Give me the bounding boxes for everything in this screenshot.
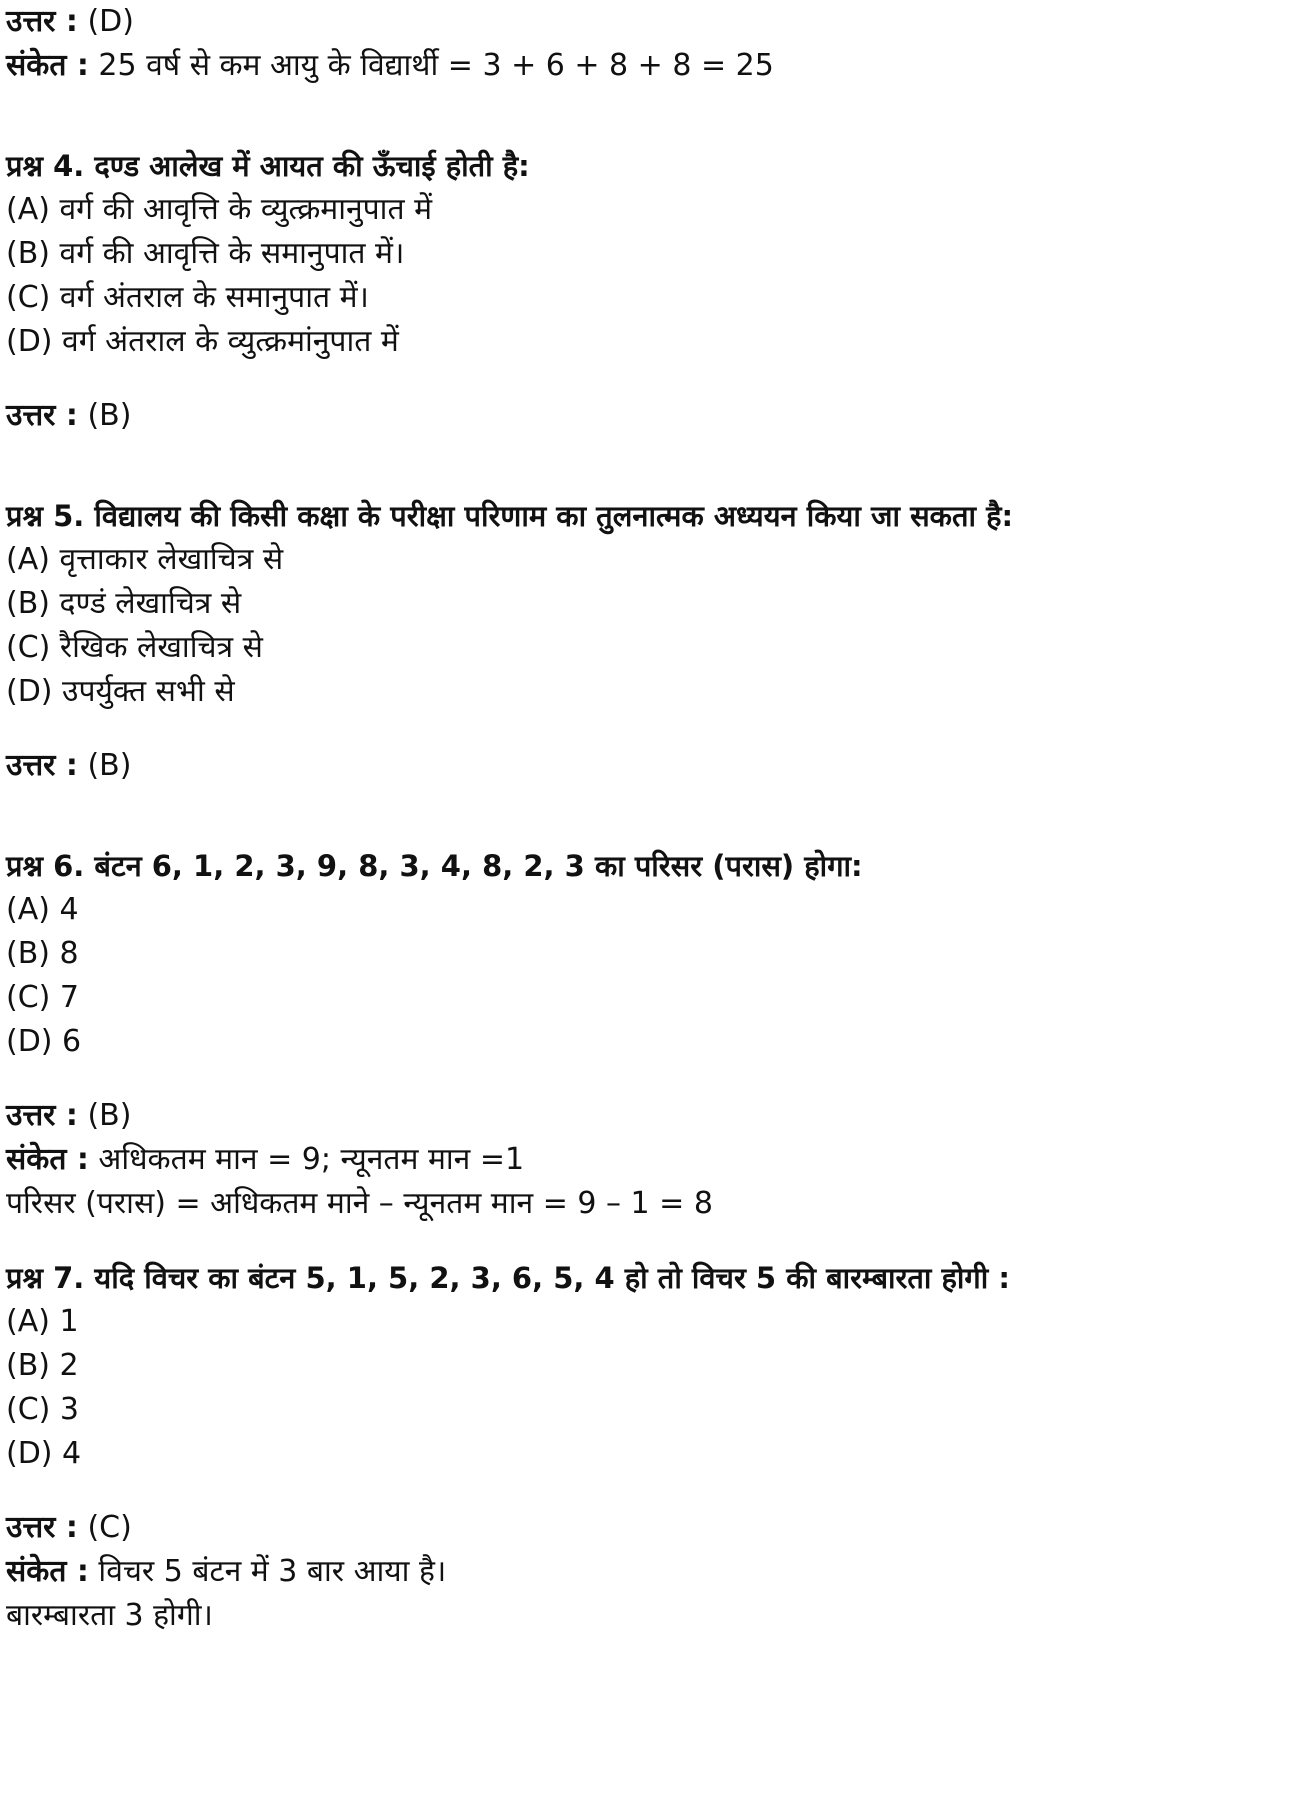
answer-label: उत्तर : — [6, 748, 78, 783]
question-7-explanation: बारम्बारता 3 होगी। — [6, 1598, 213, 1633]
question-6-option-d: (D) 6 — [6, 1024, 82, 1059]
answer-label: उत्तर : — [6, 1510, 78, 1545]
answer-value: (C) — [87, 1510, 132, 1545]
hint-label: संकेत : — [6, 1554, 89, 1589]
spacer — [6, 788, 1296, 844]
question-6-option-b: (B) 8 — [6, 936, 79, 971]
question-6-option-a: (A) 4 — [6, 892, 79, 927]
hint-line — [6, 44, 1296, 88]
answer-line — [6, 0, 1296, 44]
spacer — [6, 1064, 1296, 1094]
spacer — [6, 714, 1296, 744]
question-7-hint — [6, 1550, 1296, 1594]
question-7-option-d: (D) 4 — [6, 1436, 82, 1471]
question-6-title: प्रश्न 6. बंटन 6, 1, 2, 3, 9, 8, 3, 4, 8, 2, 3 का परिसर (परास) होगा: — [6, 849, 863, 883]
question-4-option-b: (B) वर्ग की आवृत्ति के समानुपात में। — [6, 236, 405, 271]
answer-label: उत्तर : — [6, 1098, 78, 1133]
question-5-option-b: (B) दण्डं लेखाचित्र से — [6, 586, 242, 621]
answer-label: उत्तर : — [6, 4, 78, 39]
question-7-option-b: (B) 2 — [6, 1348, 79, 1383]
question-4-option-c: (C) वर्ग अंतराल के समानुपात में। — [6, 280, 369, 315]
question-5-answer — [6, 744, 1296, 788]
answer-label: उत्तर : — [6, 398, 78, 433]
answer-value: (B) — [87, 398, 132, 433]
question-7-option-c: (C) 3 — [6, 1392, 79, 1427]
question-6-answer — [6, 1094, 1296, 1138]
question-7-option-a: (A) 1 — [6, 1304, 79, 1339]
question-6-hint — [6, 1138, 1296, 1182]
answer-value: (D) — [87, 4, 134, 39]
hint-label: संकेत : — [6, 1142, 89, 1177]
answer-value: (B) — [87, 748, 132, 783]
question-6-option-c: (C) 7 — [6, 980, 79, 1015]
question-5-option-a: (A) वृत्ताकार लेखाचित्र से — [6, 542, 284, 577]
question-4-option-a: (A) वर्ग की आवृत्ति के व्युत्क्रमानुपात में — [6, 192, 433, 227]
question-4-title: प्रश्न 4. दण्ड आलेख में आयत की ऊँचाई होती है: — [6, 149, 530, 183]
question-5-title: प्रश्न 5. विद्यालय की किसी कक्षा के परीक्षा परिणाम का तुलनात्मक अध्ययन किया जा सकता है: — [6, 499, 1014, 533]
question-7-title: प्रश्न 7. यदि विचर का बंटन 5, 1, 5, 2, 3, 6, 5, 4 हो तो विचर 5 की बारम्बारता होगी : — [6, 1261, 1010, 1295]
question-6-explanation: परिसर (परास) = अधिकतम माने – न्यूनतम मान = 9 – 1 = 8 — [6, 1186, 713, 1221]
hint-value: अधिकतम मान = 9; न्यूनतम मान =1 — [98, 1142, 525, 1177]
hint-label: संकेत : — [6, 48, 89, 83]
spacer — [6, 1476, 1296, 1506]
hint-value: 25 वर्ष से कम आयु के विद्यार्थी = 3 + 6 + 8 + 8 = 25 — [98, 48, 774, 83]
hint-value: विचर 5 बंटन में 3 बार आया है। — [98, 1554, 447, 1589]
question-4-answer — [6, 394, 1296, 438]
question-7-answer — [6, 1506, 1296, 1550]
question-5-option-d: (D) उपर्युक्त सभी से — [6, 674, 235, 709]
question-4-option-d: (D) वर्ग अंतराल के व्युत्क्रमांनुपात में — [6, 324, 399, 359]
document-page — [6, 0, 1296, 1638]
spacer — [6, 88, 1296, 144]
answer-value: (B) — [87, 1098, 132, 1133]
spacer — [6, 438, 1296, 494]
spacer — [6, 364, 1296, 394]
spacer — [6, 1226, 1296, 1256]
question-5-option-c: (C) रैखिक लेखाचित्र से — [6, 630, 263, 665]
